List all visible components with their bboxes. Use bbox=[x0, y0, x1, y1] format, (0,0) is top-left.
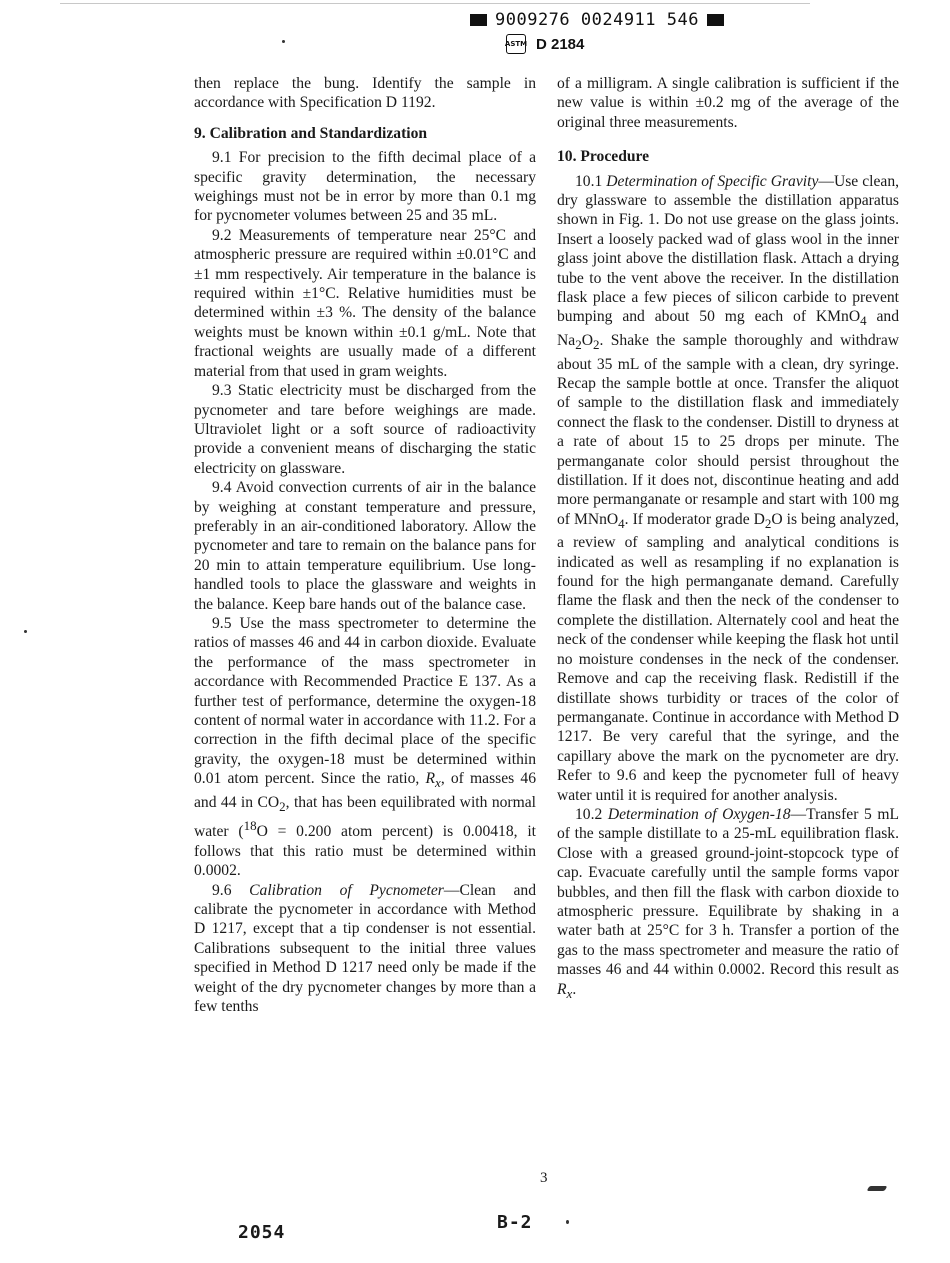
document-header bbox=[506, 34, 584, 54]
page-number: 3 bbox=[540, 1170, 548, 1186]
p102-number: 10.2 bbox=[575, 805, 608, 823]
p102-title: Determination of Oxygen-18 bbox=[607, 805, 791, 823]
paragraph-9-4: 9.4 Avoid convection currents of air in the balance by weighing at constant temperature and pressure, preferably in an air-conditioned laboratory. Allow the pycnometer and tare to remain on the balance pans for 20 min to attain temperature equilibrium. Use long-handled tools to place the glassware and weights in the balance. Keep bare hands out of the balance case. bbox=[194, 479, 536, 613]
barcode-text: 9009276 0024911 546 bbox=[495, 10, 699, 30]
paragraph-10-2 bbox=[557, 805, 899, 1003]
scan-speck bbox=[282, 40, 285, 43]
p96-body: —Clean and calibrate the pycnometer in accordance with Method D 1217, except that a tip condenser is not essential. Calibrations subsequent to the initial three values specified in Method D 1217 need only be made if the weight of the dry pycnometer changes by more than a few tenths bbox=[194, 881, 536, 1016]
na2o2-subscript-na: 2 bbox=[575, 337, 582, 353]
p101-text-f: O is being analyzed, a review of sampling and analytical conditions is indicated as well as resampling if no explanation is found for the high permanganate demand. Carefully flame the flask and then the neck of the condenser to complete the distillation. Alternately cool and heat the neck of the condenser while keeping the flask hot until no moisture condenses in the neck of the condenser. Remove and cap the receiving flask. Redistill if the distillate shows turbidity or traces of the color of permanganate. Continue in accordance with Method D 1217. Be very careful that the syringe, and the capillary above the mark on the pycnometer are dry. Refer to 9.6 and keep the pycnometer full of heavy water until it is required for another analysis. bbox=[557, 510, 899, 804]
barcode-block-right bbox=[707, 14, 724, 26]
scan-corner-mark bbox=[867, 1186, 888, 1191]
left-column bbox=[194, 74, 536, 1017]
p95-text-c: , that has been equilibrated with normal water ( bbox=[194, 793, 536, 841]
isotope-superscript: 18 bbox=[243, 818, 257, 834]
ratio-subscript: x bbox=[435, 775, 441, 791]
na2o2-subscript-o: 2 bbox=[592, 337, 600, 353]
p102-end: . bbox=[572, 980, 577, 998]
p95-text-b: , of masses 46 and 44 in CO bbox=[194, 770, 537, 811]
paragraph-continuation-left: then replace the bung. Identify the sample in accordance with Specification D 1192. bbox=[194, 75, 536, 112]
paragraph-9-5 bbox=[194, 614, 536, 881]
paragraph-9-1: 9.1 For precision to the fifth decimal place of a specific gravity determination, the necessary weighings must not be in error by more than 0.1 mg for pycnometer volumes between 25 and 35 mL. bbox=[194, 149, 536, 225]
p96-title: Calibration of Pycnometer bbox=[249, 881, 444, 899]
p101-number: 10.1 bbox=[575, 172, 607, 190]
p101-text-c: O bbox=[581, 331, 593, 349]
co2-subscript: 2 bbox=[279, 798, 286, 814]
scan-speck bbox=[24, 630, 27, 633]
scan-speck bbox=[566, 1220, 569, 1224]
p95-text-a: 9.5 Use the mass spectrometer to determine the ratios of masses 46 and 44 in carbon dioxide. Evaluate the performance of the mass spectrometer in accordance with Recommended Practice E 137. As a further test of performance, determine the oxygen-18 content of normal water in accordance with 11.2. For a correction in the fifth decimal place of the specific gravity, the oxygen-18 must be determined within 0.01 atom percent. Since the ratio, bbox=[194, 614, 536, 788]
mnno4-subscript: 4 bbox=[618, 515, 625, 531]
kmno4-subscript: 4 bbox=[860, 313, 867, 329]
paragraph-continuation-right: of a milligram. A single calibration is sufficient if the new value is within ±0.2 mg of the average of the original three measurements. bbox=[557, 75, 899, 131]
barcode-block-left bbox=[470, 14, 487, 26]
paragraph-10-1 bbox=[557, 172, 899, 805]
scan-edge-line bbox=[60, 3, 810, 4]
p102-text-a: —Transfer 5 mL of the sample distillate to a 25-mL equilibration flask. Close with a greased ground-joint-stopcock type of cap. Evacuate carefully until the sample forms vapor bubbles, and then fill the flask with carbon dioxide to atmospheric pressure. Equilibrate by shaking in a water bath at 25°C for 3 h. Transfer a portion of the gas to the mass spectrometer and measure the ratio of masses 46 and 44 within 0.0002. Record this result as bbox=[557, 805, 899, 979]
p96-number: 9.6 bbox=[212, 881, 250, 899]
p101-text-b: and Na bbox=[557, 308, 899, 349]
ratio-symbol-2: R bbox=[557, 980, 567, 998]
barcode-header bbox=[470, 10, 724, 30]
paragraph-9-2: 9.2 Measurements of temperature near 25°C and atmospheric pressure are required within ±0.01°C and ±1 mm respectively. Air temperature in the balance is required within ±1°C. Relative humidities must be determined within ±3 %. The density of the balance weights must be known within ±0.1 g/mL. Note that fractional weights are usually made of a different material from that used in gram weights. bbox=[194, 226, 536, 380]
astm-logo-icon: ASTM bbox=[506, 34, 526, 54]
p101-text-a: —Use clean, dry glassware to assemble the distillation apparatus shown in Fig. 1. Do not use grease on the glass joints. Insert a loosely packed wad of glass wool in the inner glass joint above the distillation flask. Attach a drying tube to the vent above the receiver. In the distillation flask place a few pieces of silicon carbide to prevent bumping and about 50 mg each of KMnO bbox=[557, 172, 900, 326]
p101-text-e: . If moderator grade D bbox=[624, 510, 765, 528]
p101-text-d: . Shake the sample thoroughly and withdraw about 35 mL of the sample with a clean, dry syringe. Recap the sample bottle at once. Transfer the aliquot of sample to the distillation flask and immediately connect the flask to the condenser. Distill to dryness at a rate of about 15 to 25 drops per minute. The permanganate color should persist throughout the distillation. If it does not, discontinue heating and add more permanganate or resample and start with 100 mg of MNnO bbox=[557, 331, 899, 528]
section-heading-10: 10. Procedure bbox=[557, 148, 650, 166]
d2o-subscript: 2 bbox=[764, 515, 772, 531]
p95-text-d: O = 0.200 atom percent) is 0.00418, it follows that this ratio must be determined within 0.0002. bbox=[194, 823, 536, 880]
ratio-subscript-2: x bbox=[566, 985, 573, 1001]
archive-stamp-code: B-2 bbox=[497, 1212, 533, 1233]
paragraph-9-3: 9.3 Static electricity must be discharged from the pycnometer and tare before weighings are made. Ultraviolet light or a soft source of radioactivity provide a convenient means of discharging the static electricity on glassware. bbox=[194, 382, 536, 477]
section-heading-9: 9. Calibration and Standardization bbox=[194, 124, 428, 142]
archive-stamp-number: 2054 bbox=[238, 1222, 286, 1243]
ratio-symbol: R bbox=[425, 770, 436, 788]
standard-designation: D 2184 bbox=[536, 35, 585, 53]
p101-title: Determination of Specific Gravity bbox=[606, 172, 819, 190]
right-column bbox=[557, 74, 899, 1003]
paragraph-9-6 bbox=[194, 881, 536, 1017]
